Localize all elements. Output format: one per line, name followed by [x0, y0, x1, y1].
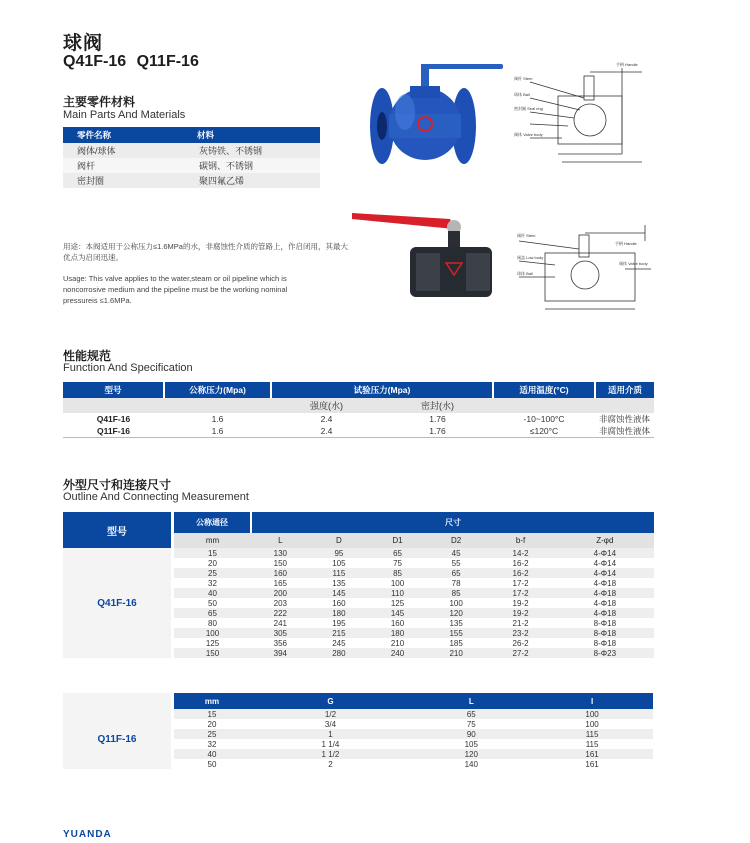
q41-col-header: b-f	[485, 533, 555, 548]
flanged-ball-valve-image	[365, 62, 505, 174]
table-row: Q11F-16 1.6 2.4 1.76 ≤120°C 非腐蚀性液体	[63, 425, 654, 438]
table-cell: 23-2	[485, 628, 555, 638]
spec-table	[63, 382, 654, 438]
table-cell: 115	[532, 739, 653, 749]
q41-col-header: D1	[368, 533, 427, 548]
table-cell: 240	[368, 648, 427, 658]
table-cell: 65	[427, 568, 486, 578]
dims-q11-table	[63, 693, 654, 769]
table-cell: 90	[411, 729, 532, 739]
dims-q41-table	[63, 512, 654, 658]
table-cell: 105	[310, 558, 369, 568]
table-cell: 100	[532, 719, 653, 729]
table-cell: 26-2	[485, 638, 555, 648]
threaded-ball-valve-image	[350, 205, 500, 305]
model-numbers: Q41F-16 Q11F-16	[63, 53, 199, 70]
table-cell: 78	[427, 578, 486, 588]
table-cell: 150	[251, 558, 310, 568]
q41-model-label: Q41F-16	[63, 548, 173, 658]
table-cell: 135	[310, 578, 369, 588]
table-cell: 145	[310, 588, 369, 598]
usage-text-cn: 用途：本阀适用于公称压力≤1.6MPa的水，非腐蚀性介质的管路上，作启闭用，其最大优点为启闭迅速。	[63, 242, 348, 262]
table-cell: 15	[173, 709, 251, 719]
table-cell: 241	[251, 618, 310, 628]
table-cell: 95	[310, 548, 369, 558]
table-cell: 160	[251, 568, 310, 578]
table-cell: 165	[251, 578, 310, 588]
table-cell: 394	[251, 648, 310, 658]
q11-header-l-small: l	[532, 693, 653, 709]
spec-header-temp: 适用温度(°C)	[493, 382, 595, 398]
table-cell: 80	[173, 618, 252, 628]
table-cell: 100	[173, 628, 252, 638]
diagram-label: 手柄 Handle	[615, 241, 637, 246]
table-cell: 14-2	[485, 548, 555, 558]
table-cell: 210	[368, 638, 427, 648]
table-cell: 17-2	[485, 578, 555, 588]
table-cell: 215	[310, 628, 369, 638]
q41-col-header: Z-φd	[556, 533, 654, 548]
table-cell: 8-Φ18	[556, 638, 654, 648]
table-cell: 195	[310, 618, 369, 628]
materials-title-cn: 主要零件材料	[63, 95, 136, 109]
table-cell: 125	[173, 638, 252, 648]
table-cell: 17-2	[485, 588, 555, 598]
table-cell: 120	[411, 749, 532, 759]
table-cell: 200	[251, 588, 310, 598]
table-cell: 3/4	[250, 719, 411, 729]
page-title: 球阀	[63, 33, 104, 54]
table-row: 密封圈 聚四氟乙烯	[63, 173, 320, 188]
table-cell: 25	[173, 568, 252, 578]
table-cell: 65	[173, 608, 252, 618]
q11-header-g: G	[250, 693, 411, 709]
q11-model-label: Q11F-16	[63, 709, 173, 769]
table-cell: 356	[251, 638, 310, 648]
table-cell: 4-Φ18	[556, 578, 654, 588]
table-cell: 19-2	[485, 598, 555, 608]
table-cell: 245	[310, 638, 369, 648]
table-cell: 75	[411, 719, 532, 729]
dims-title-cn: 外型尺寸和连接尺寸	[63, 478, 172, 492]
table-cell: 55	[427, 558, 486, 568]
table-cell: 4-Φ18	[556, 588, 654, 598]
table-cell: 100	[427, 598, 486, 608]
diagram-label: 球体 Ball	[517, 271, 533, 276]
diagram-label: 阀盖 Low body	[517, 255, 544, 260]
table-cell: 161	[532, 759, 653, 769]
table-cell: 180	[368, 628, 427, 638]
table-cell: 100	[532, 709, 653, 719]
diagram-label: 密封圈 Seal ring	[514, 106, 543, 111]
table-cell: 4-Φ14	[556, 568, 654, 578]
table-cell: 40	[173, 588, 252, 598]
table-cell: 8-Φ18	[556, 618, 654, 628]
table-cell: 180	[310, 608, 369, 618]
table-cell: 4-Φ18	[556, 608, 654, 618]
table-cell: 4-Φ14	[556, 558, 654, 568]
q11-header-l: L	[411, 693, 532, 709]
table-cell: 20	[173, 719, 251, 729]
diagram-label: 阀杆 Stem	[514, 76, 533, 81]
diagram-label: 阀杆 Stem	[517, 233, 536, 238]
table-cell: 65	[368, 548, 427, 558]
table-cell: 185	[427, 638, 486, 648]
materials-header-material: 材料	[185, 127, 320, 143]
table-cell: 25	[173, 729, 251, 739]
table-cell: 125	[368, 598, 427, 608]
table-cell: 8-Φ23	[556, 648, 654, 658]
table-cell: 150	[173, 648, 252, 658]
table-cell: 20	[173, 558, 252, 568]
table-cell: 120	[427, 608, 486, 618]
table-cell: 115	[532, 729, 653, 739]
table-cell: 15	[173, 548, 252, 558]
materials-title-en: Main Parts And Materials	[63, 109, 186, 121]
table-cell: 1 1/2	[250, 749, 411, 759]
threaded-valve-section-drawing	[515, 215, 655, 317]
spec-header-model: 型号	[63, 382, 164, 398]
table-cell: 65	[411, 709, 532, 719]
table-cell: 75	[368, 558, 427, 568]
table-cell: 155	[427, 628, 486, 638]
table-cell: 2	[250, 759, 411, 769]
table-cell: 135	[427, 618, 486, 628]
table-cell: 203	[251, 598, 310, 608]
materials-header-part: 零件名称	[63, 127, 185, 143]
table-row	[63, 548, 654, 558]
table-cell: 160	[310, 598, 369, 608]
table-cell: 19-2	[485, 608, 555, 618]
usage-text-en: Usage: This valve applies to the water,steam or oil pipeline which is noncorrosive medium and the pipeline must be the working nominal pressureis ≤1.6MPa.	[63, 274, 288, 305]
dims-header-nominal: 公称通径	[173, 512, 252, 533]
table-cell: 105	[411, 739, 532, 749]
table-cell: 100	[368, 578, 427, 588]
table-cell: 45	[427, 548, 486, 558]
table-cell: 16-2	[485, 558, 555, 568]
spec-title-en: Function And Specification	[63, 362, 193, 374]
table-cell: 160	[368, 618, 427, 628]
table-row: Q41F-16 1.6 2.4 1.76 -10~100°C 非腐蚀性液体	[96, 414, 650, 424]
table-cell: 50	[173, 598, 252, 608]
table-cell: 27-2	[485, 648, 555, 658]
table-cell: 4-Φ18	[556, 598, 654, 608]
spec-sub-strength: 强度(水)	[271, 398, 382, 413]
spec-sub-seal: 密封(水)	[382, 398, 493, 413]
q41-col-header: mm	[173, 533, 252, 548]
table-cell: 32	[173, 578, 252, 588]
table-cell: 140	[411, 759, 532, 769]
table-row: 阀杆 碳钢、不锈钢	[63, 158, 320, 173]
diagram-label: 球体 Ball	[514, 92, 530, 97]
table-cell: 130	[251, 548, 310, 558]
table-cell: 50	[173, 759, 251, 769]
table-cell: 85	[427, 588, 486, 598]
brand-logo: YUANDA	[63, 829, 112, 840]
table-cell: 210	[427, 648, 486, 658]
table-row	[63, 709, 653, 719]
table-cell: 1 1/4	[250, 739, 411, 749]
table-cell: 115	[310, 568, 369, 578]
q41-col-header: D2	[427, 533, 486, 548]
table-cell: 4-Φ14	[556, 548, 654, 558]
q11-header-mm: mm	[173, 693, 251, 709]
diagram-label: 阀体 Valve body	[619, 261, 648, 266]
flanged-valve-section-drawing	[512, 58, 652, 170]
table-cell: 21-2	[485, 618, 555, 628]
diagram-label: 阀体 Valve body	[514, 132, 543, 137]
table-cell: 32	[173, 739, 251, 749]
table-cell: 110	[368, 588, 427, 598]
q41-col-header: D	[310, 533, 369, 548]
table-cell: 161	[532, 749, 653, 759]
dims-title-en: Outline And Connecting Measurement	[63, 491, 249, 503]
dims-header-model: 型号	[63, 512, 173, 548]
dims-header-size: 尺寸	[251, 512, 654, 533]
table-cell: 1	[250, 729, 411, 739]
table-cell: 85	[368, 568, 427, 578]
table-cell: 16-2	[485, 568, 555, 578]
spec-header-nominal: 公称压力(Mpa)	[164, 382, 271, 398]
table-cell: 305	[251, 628, 310, 638]
diagram-label: 手柄 Handle	[616, 62, 638, 67]
table-row: 阀体/球体 灰铸铁、不锈钢	[63, 143, 320, 158]
table-cell: 222	[251, 608, 310, 618]
table-cell: 280	[310, 648, 369, 658]
spec-header-medium: 适用介质	[595, 382, 654, 398]
spec-title-cn: 性能规范	[63, 349, 112, 363]
table-cell: 40	[173, 749, 251, 759]
materials-table	[63, 127, 320, 188]
table-cell: 145	[368, 608, 427, 618]
table-cell: 1/2	[250, 709, 411, 719]
spec-header-test: 试验压力(Mpa)	[271, 382, 493, 398]
q41-col-header: L	[251, 533, 310, 548]
table-cell: 8-Φ18	[556, 628, 654, 638]
